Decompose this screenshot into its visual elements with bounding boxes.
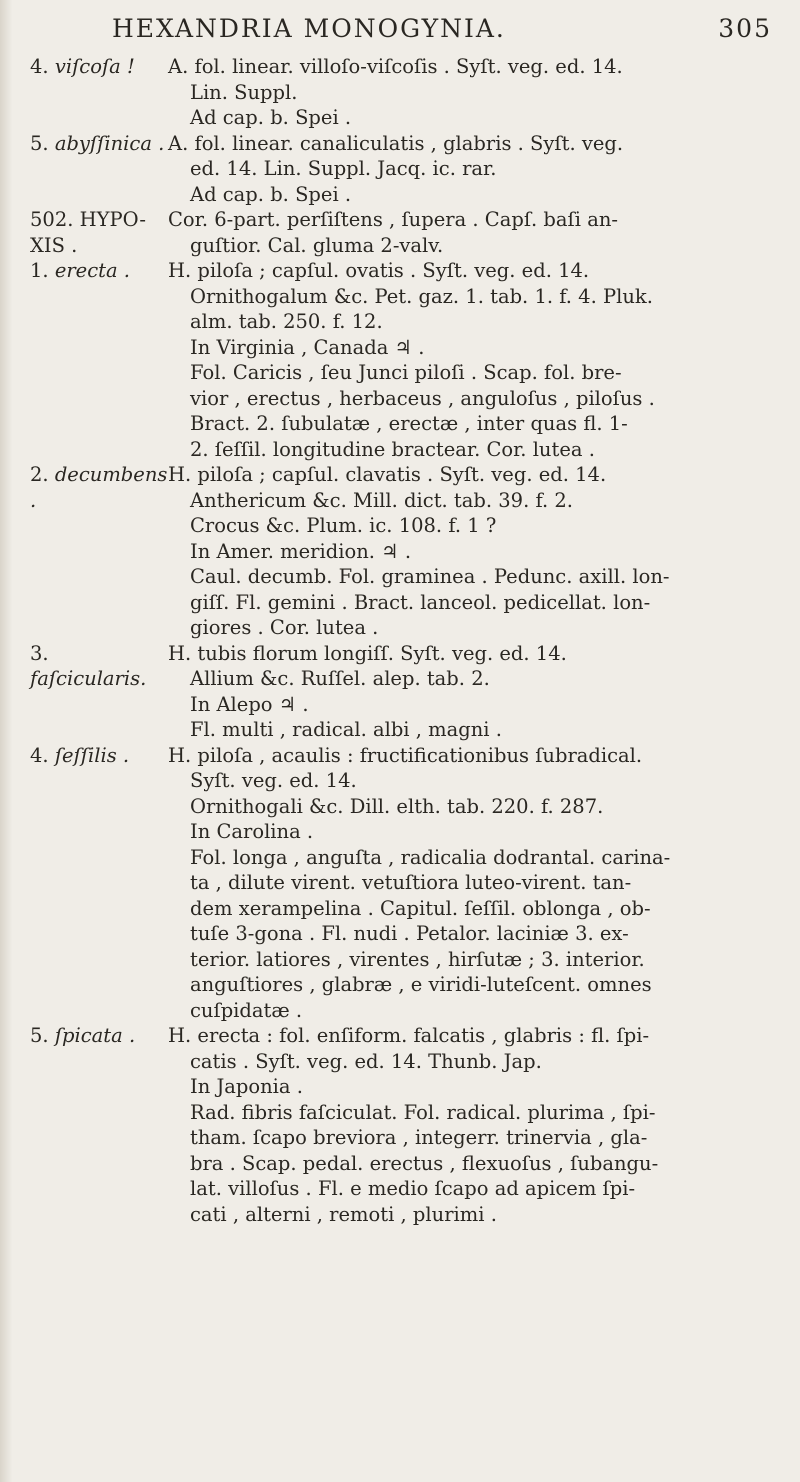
entry-label [30, 54, 170, 80]
description-line: Lin. Suppl. [190, 80, 298, 104]
entry-description [168, 207, 768, 258]
entry-description [168, 54, 768, 131]
entry-number: 3. [30, 641, 49, 665]
entry-label [30, 207, 170, 258]
description-line: tuſe 3-gona . Fl. nudi . Petalor. laciniæ 3. ex- [190, 922, 629, 945]
description-line: bra . Scap. pedal. erectus , flexuoſus , ſubangu- [190, 1151, 659, 1175]
description-line: cuſpidatæ . [190, 998, 303, 1022]
description-line: Ad cap. b. Spei . [190, 182, 352, 206]
description-line: Ornithogali &c. Dill. elth. tab. 220. f. 287. [190, 794, 604, 818]
description-line: alm. tab. 250. f. 12. [190, 310, 383, 333]
description-line: Fl. multi , radical. albi , magni . [190, 718, 502, 741]
description-line: In Virginia , Canada ♃ . [190, 335, 425, 359]
entry-label [30, 743, 170, 769]
description-line: Rad. fibris faſciculat. Fol. radical. plurima , ſpi- [190, 1100, 656, 1124]
description-line: lat. villoſus . Fl. e medio ſcapo ad apicem ſpi- [190, 1177, 636, 1200]
species-entry [0, 131, 800, 208]
entry-description [168, 743, 768, 1024]
entry-number: 502. [30, 208, 74, 231]
species-entries [0, 54, 800, 1227]
species-entry [0, 743, 800, 1024]
species-entry [0, 54, 800, 131]
description-line: H. piloſa , acaulis : fructificationibus ſubradical. [168, 743, 643, 767]
description-line: tham. ſcapo breviora , integerr. trinervia , gla- [190, 1126, 648, 1149]
description-line: A. fol. linear. canaliculatis , glabris . Syſt. veg. [168, 131, 624, 155]
description-line: dem xerampelina . Capitul. ſeſſil. oblonga , ob- [190, 896, 651, 920]
entry-label [30, 1023, 170, 1049]
entry-number: 4. [30, 743, 49, 767]
description-line: A. fol. linear. villoſo-viſcoſis . Syſt. veg. ed. 14. [168, 55, 623, 78]
description-line: ed. 14. Lin. Suppl. Jacq. ic. rar. [190, 157, 497, 180]
description-line: In Alepo ♃ . [190, 692, 309, 716]
description-line: Fol. longa , anguſta , radicalia dodrantal. carina- [190, 845, 671, 869]
species-entry [0, 1023, 800, 1227]
entry-label [30, 462, 170, 513]
description-line: Caul. decumb. Fol. graminea . Pedunc. axill. lon- [190, 565, 670, 588]
entry-number: 4. [30, 55, 49, 78]
entry-name: decumbens . [30, 463, 168, 512]
entry-description [168, 641, 768, 743]
description-line: terior. latiores , virentes , hirſutæ ; 3. interior. [190, 947, 645, 971]
description-line: H. piloſa ; capſul. ovatis . Syſt. veg. ed. 14. [168, 259, 590, 282]
description-line: Crocus &c. Plum. ic. 108. f. 1 ? [190, 514, 497, 537]
description-line: giſſ. Fl. gemini . Bract. lanceol. pedicellat. lon- [190, 590, 651, 614]
description-line: catis . Syſt. veg. ed. 14. Thunb. Jap. [190, 1049, 542, 1073]
entry-description [168, 258, 768, 462]
entry-label [30, 258, 170, 284]
entry-number: 5. [30, 131, 49, 155]
entry-number: 5. [30, 1024, 49, 1047]
description-line: In Japonia . [190, 1075, 303, 1098]
entry-label [30, 641, 170, 692]
description-line: H. erecta : fol. enſiform. falcatis , glabris : fl. ſpi- [168, 1024, 650, 1047]
description-line: ta , dilute virent. vetuſtiora luteo-virent. tan- [190, 871, 632, 894]
description-line: vior , erectus , herbaceus , anguloſus , piloſus . [190, 386, 655, 410]
species-entry [0, 641, 800, 743]
description-line: giores . Cor. lutea . [190, 616, 379, 639]
entry-description [168, 1023, 768, 1227]
species-entry [0, 258, 800, 462]
description-line: H. tubis florum longiſſ. Syſt. veg. ed. 14. [168, 641, 567, 665]
description-line: Ad cap. b. Spei . [190, 106, 352, 129]
entry-name: ſpicata . [54, 1024, 136, 1047]
entry-name: faſcicularis. [30, 667, 147, 690]
entry-name: ſeſſilis . [54, 743, 130, 767]
entry-description [168, 462, 768, 641]
running-title: HEXANDRIA MONOGYNIA. [112, 14, 506, 43]
species-entry [0, 462, 800, 641]
description-line: cati , alterni , remoti , plurimi . [190, 1202, 497, 1226]
description-line: Allium &c. Ruſſel. alep. tab. 2. [190, 667, 490, 690]
description-line: In Carolina . [190, 820, 314, 843]
description-line: Syſt. veg. ed. 14. [190, 769, 357, 792]
description-line: In Amer. meridion. ♃ . [190, 539, 412, 563]
description-line: Cor. 6-part. perſiſtens , ſupera . Capſ. baſi an- [168, 208, 618, 231]
description-line: guſtior. Cal. gluma 2-valv. [190, 233, 444, 257]
entry-name: HYPO- XIS . [30, 208, 146, 257]
description-line: Fol. Caricis , ſeu Junci piloſi . Scap. fol. bre- [190, 361, 622, 384]
description-line: Anthericum &c. Mill. dict. tab. 39. f. 2. [190, 488, 574, 512]
entry-number: 2. [30, 463, 49, 486]
entry-name: erecta . [54, 259, 130, 282]
entry-name: viſcoſa ! [54, 55, 135, 78]
description-line: 2. ſeſſil. longitudine bractear. Cor. lutea . [190, 437, 595, 461]
genus-entry [0, 207, 800, 258]
page-number: 305 [718, 14, 772, 43]
description-line: Bract. 2. ſubulatæ , erectæ , inter quas fl. 1- [190, 412, 628, 435]
description-line: anguſtiores , glabræ , e viridi-luteſcent. omnes [190, 973, 652, 996]
entry-label [30, 131, 170, 157]
entry-name: abyſſinica . [54, 131, 165, 155]
description-line: H. piloſa ; capſul. clavatis . Syſt. veg. ed. 14. [168, 463, 607, 486]
entry-number: 1. [30, 259, 49, 282]
entry-description [168, 131, 768, 208]
description-line: Ornithogalum &c. Pet. gaz. 1. tab. 1. f. 4. Pluk. [190, 284, 653, 308]
